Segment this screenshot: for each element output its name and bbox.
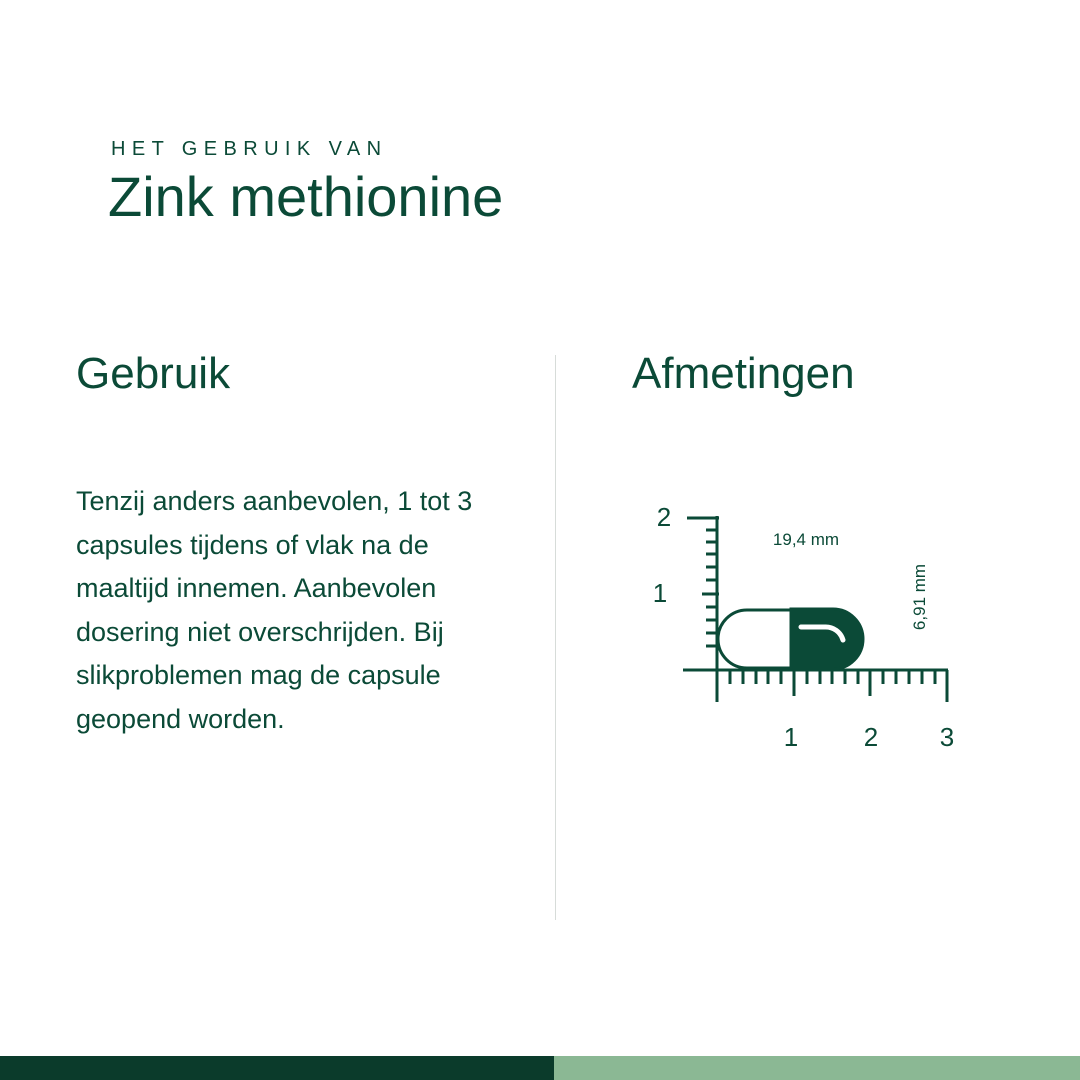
dimensions-heading: Afmetingen (632, 349, 855, 398)
eyebrow-label: HET GEBRUIK VAN (111, 138, 388, 160)
column-divider (555, 355, 556, 920)
capsule-width-label: 6,91 mm (910, 563, 929, 631)
capsule-icon (718, 609, 863, 669)
x-tick-label: 3 (939, 722, 955, 752)
x-tick-label: 1 (783, 722, 799, 752)
usage-text: Tenzij anders aanbevolen, 1 tot 3 capsules tijdens of vlak na de maaltijd innemen. Aanbevolen dosering niet overschrijden. Bij slikproblemen mag de capsule geopend worden. (76, 486, 473, 734)
y-tick-label: 1 (652, 578, 668, 608)
y-tick-label: 2 (656, 502, 672, 532)
usage-heading: Gebruik (76, 349, 231, 398)
page-title: Zink methionine (108, 165, 504, 228)
footer-bar-light (554, 1056, 1080, 1080)
capsule-dimensions-diagram (640, 490, 970, 760)
capsule-length-label: 19,4 mm (772, 530, 840, 549)
x-tick-label: 2 (863, 722, 879, 752)
footer-bar-dark (0, 1056, 554, 1080)
